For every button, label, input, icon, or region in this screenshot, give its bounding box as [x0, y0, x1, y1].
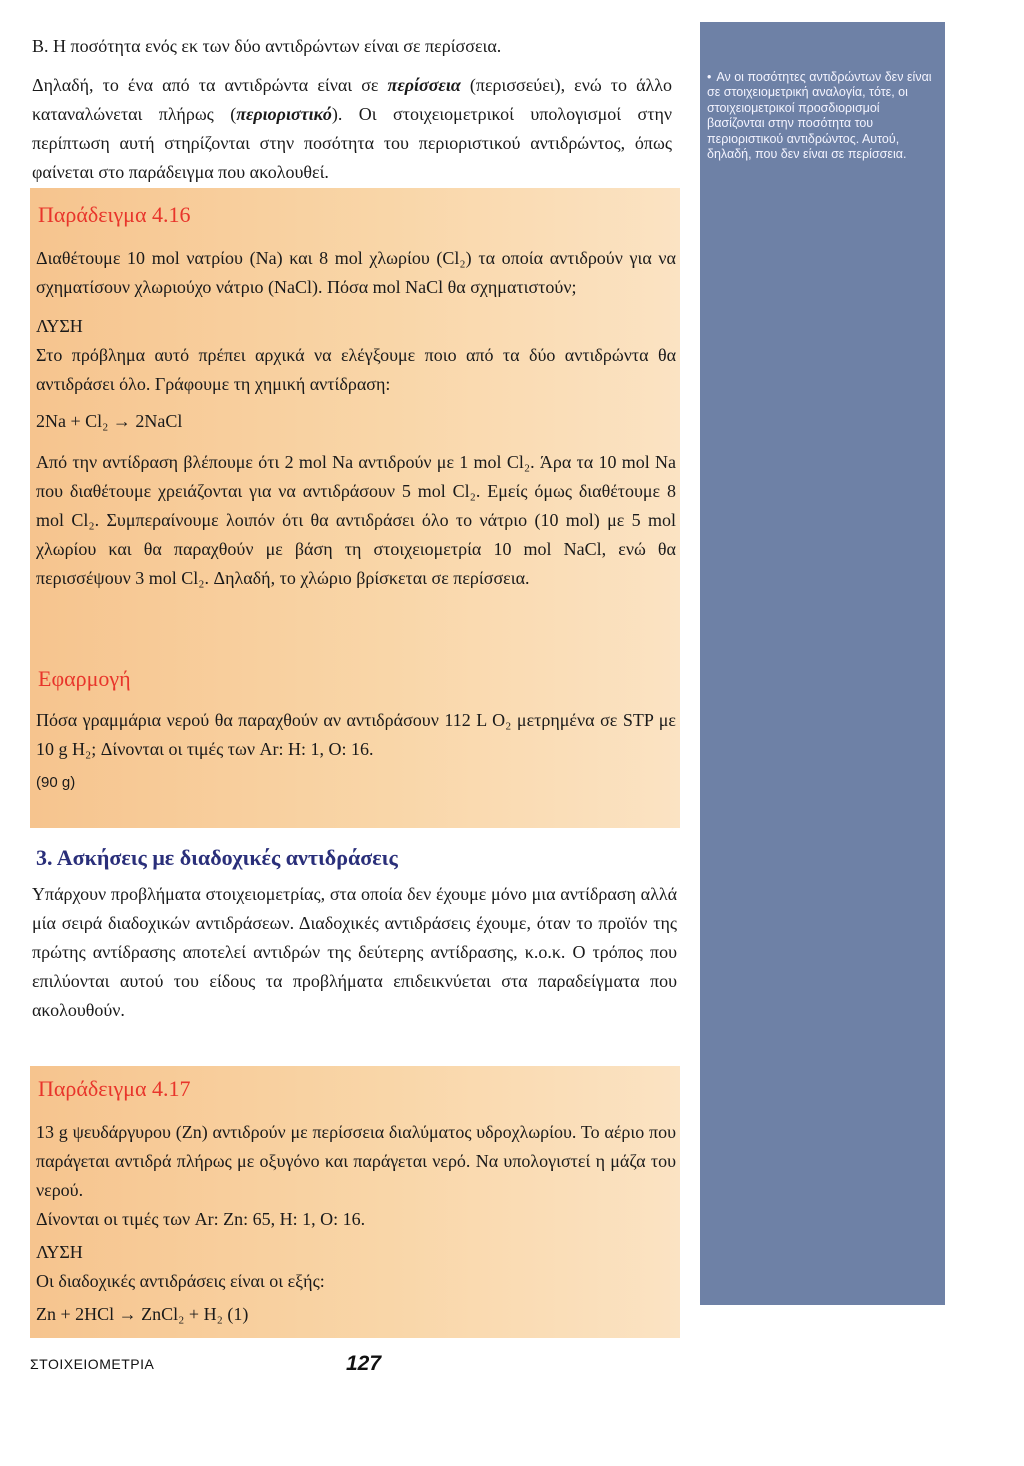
sidebar-note: [707, 70, 939, 162]
intro-section: [32, 32, 672, 187]
sidebar-note-text: Αν οι ποσότητες αντιδρώντων δεν είναι σε στοιχειομετρική αναλογία, τότε, οι στοιχειομετρικοί προσδιορισμοί βασίζονται στην ποσότητα του περιοριστικού αντιδρώντος. Αυτού, δηλαδή, που δεν είναι σε περίσσεια.: [707, 70, 932, 162]
intro-text-3: ). Οι στοιχειομετρικοί υπολογισμοί στην περίπτωση αυτή στηρίζονται στην ποσότητα του περιοριστικού αντιδρώντος, όπως φαίνεται στο παράδειγμα που ακολουθεί.: [32, 104, 672, 182]
example-416-body: [36, 244, 676, 593]
example-417-equation: Zn + 2HCl → ZnCl₂ + H₂ (1): [36, 1304, 249, 1324]
application-title: Εφαρμογή: [38, 666, 131, 691]
example-416-solution-intro: Στο πρόβλημα αυτό πρέπει αρχικά να ελέγξουμε ποιο από τα δύο αντιδρώντα θα αντιδράσει όλο. Γράφουμε τη χημική αντίδραση:: [36, 345, 676, 394]
term-limiting: περιοριστικό: [236, 104, 332, 124]
page-number: 127: [346, 1352, 382, 1375]
example-417-solution-label: ΛΥΣΗ: [36, 1242, 83, 1262]
application-body: [36, 706, 676, 797]
example-417-solution-intro: Οι διαδοχικές αντιδράσεις είναι οι εξής:: [36, 1271, 325, 1291]
example-417-given: Δίνονται οι τιμές των Ar: Zn: 65, H: 1, O: 16.: [36, 1209, 366, 1229]
application-problem: Πόσα γραμμάρια νερού θα παραχθούν αν αντιδράσουν 112 L O₂ μετρημένα σε STP με 10 g H₂; Δίνονται οι τιμές των Ar: H: 1, O: 16.: [36, 710, 676, 759]
intro-heading: Β. Η ποσότητα ενός εκ των δύο αντιδρώντων είναι σε περίσσεια.: [32, 36, 502, 56]
section-3-title: 3. Ασκήσεις με διαδοχικές αντιδράσεις: [36, 845, 398, 870]
application-answer: (90 g): [36, 774, 76, 791]
margin-sidebar: [700, 22, 945, 1305]
example-417-title: Παράδειγμα 4.17: [38, 1076, 191, 1101]
intro-text-1: Δηλαδή, το ένα από τα αντιδρώντα είναι σε: [32, 75, 388, 95]
example-416-solution-body: Από την αντίδραση βλέπουμε ότι 2 mol Na αντιδρούν με 1 mol Cl₂. Άρα τα 10 mol Na που διαθέτουμε χρειάζονται για να αντιδράσουν 5 mol Cl₂. Εμείς όμως διαθέτουμε 8 mol Cl₂. Συμπεραίνουμε λοιπόν ότι θα αντιδράσει όλο το νάτριο (10 mol) με 5 mol χλωρίου και θα παραχθούν με βάση τη στοιχειομετρία 10 mol NaCl, ενώ θα περισσέψουν 3 mol Cl₂. Δηλαδή, το χλώριο βρίσκεται σε περίσσεια.: [36, 452, 676, 588]
term-excess: περίσσεια: [387, 75, 461, 95]
example-416-title: Παράδειγμα 4.16: [38, 202, 191, 227]
section-3-text: Υπάρχουν προβλήματα στοιχειομετρίας, στα οποία δεν έχουμε μόνο μια αντίδραση αλλά μία σειρά διαδοχικών αντιδράσεων. Διαδοχικές αντιδράσεις έχουμε, όταν το προϊόν της πρώτης αντίδρασης αποτελεί αντιδρών της δεύτερης αντίδρασης, κ.ο.κ. Ο τρόπος που επιλύονται αυτού του είδους τα προβλήματα επιδεικνύεται στα παραδείγματα που ακολουθούν.: [32, 884, 677, 1020]
intro-paragraph: [32, 71, 672, 187]
example-417-body: [36, 1118, 676, 1329]
example-417-problem: 13 g ψευδάργυρου (Zn) αντιδρούν με περίσσεια διαλύματος υδροχλωρίου. Το αέριο που παράγεται αντιδρά πλήρως με οξυγόνο και παράγεται νερό. Να υπολογιστεί η μάζα του νερού.: [36, 1122, 676, 1200]
footer-chapter-label: ΣΤΟΙΧΕΙΟΜΕΤΡΙΑ: [30, 1356, 155, 1372]
example-416-solution-label: ΛΥΣΗ: [36, 316, 83, 336]
sidebar-bullet: •: [707, 70, 712, 84]
example-box-416: [30, 188, 680, 828]
example-416-equation: 2Na + Cl₂ → 2NaCl: [36, 411, 183, 431]
example-416-problem: Διαθέτουμε 10 mol νατρίου (Na) και 8 mol χλωρίου (Cl₂) τα οποία αντιδρούν για να σχηματίσουν χλωριούχο νάτριο (NaCl). Πόσα mol NaCl θα σχηματιστούν;: [36, 248, 676, 297]
section-3-body: [32, 880, 677, 1025]
example-box-417: [30, 1066, 680, 1338]
intro-text-2: (περισσεύει), ενώ το άλλο καταναλώνεται πλήρως (: [32, 75, 672, 124]
